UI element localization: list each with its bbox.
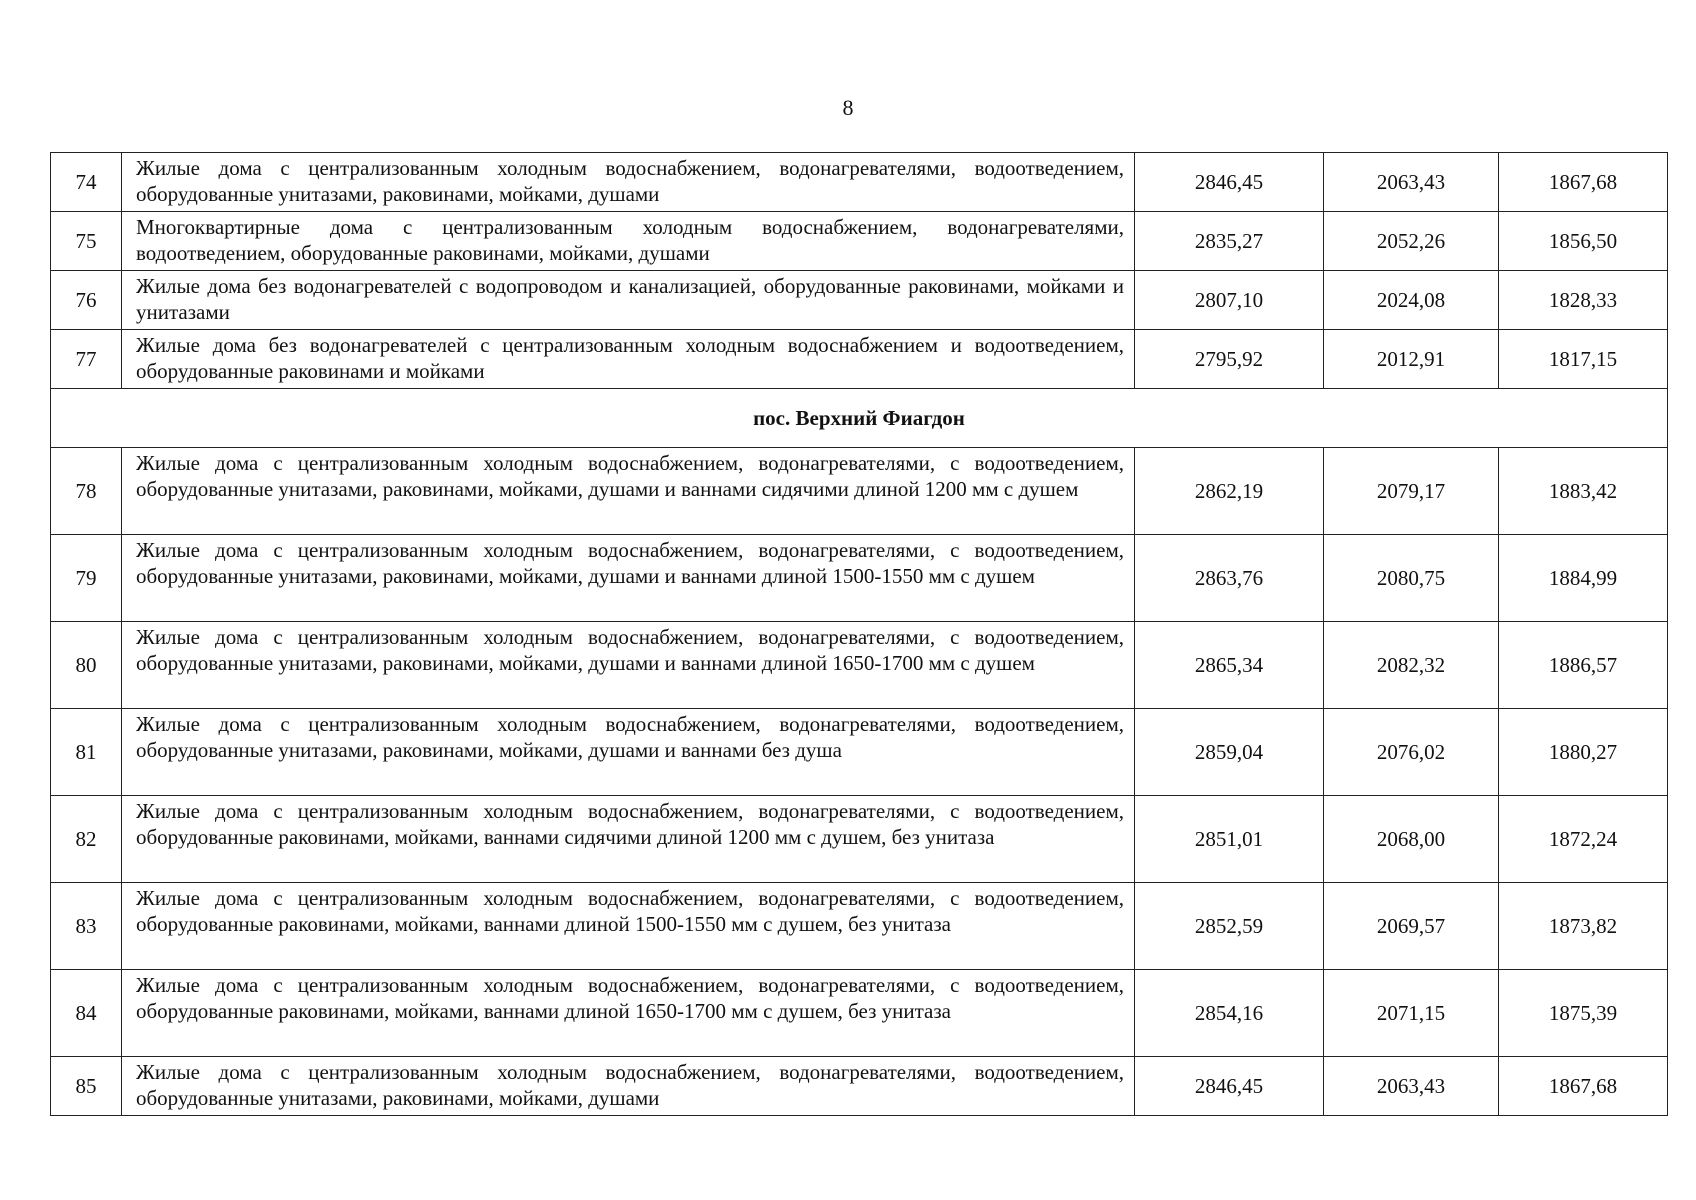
value-col-3: 1880,27	[1499, 709, 1668, 796]
value-col-3: 1817,15	[1499, 330, 1668, 389]
row-description: Жилые дома с централизованным холодным водоснабжением, водонагревателями, водоотведением, оборудованные унитазами, раковинами, мойками, душами и ваннами без душа	[122, 709, 1135, 796]
value-col-3: 1872,24	[1499, 796, 1668, 883]
table-row	[51, 271, 1668, 330]
value-col-3: 1856,50	[1499, 212, 1668, 271]
value-col-2: 2052,26	[1324, 212, 1499, 271]
value-col-2: 2079,17	[1324, 448, 1499, 535]
value-col-1: 2859,04	[1135, 709, 1324, 796]
row-description: Жилые дома с централизованным холодным водоснабжением, водонагревателями, с водоотведением, оборудованные унитазами, раковинами, мойками, душами и ваннами длиной 1650-1700 мм с душем	[122, 622, 1135, 709]
row-number: 79	[51, 535, 122, 622]
row-description: Жилые дома с централизованным холодным водоснабжением, водонагревателями, водоотведением, оборудованные унитазами, раковинами, мойками, душами	[122, 1057, 1135, 1116]
value-col-1: 2854,16	[1135, 970, 1324, 1057]
value-col-2: 2063,43	[1324, 1057, 1499, 1116]
value-col-1: 2795,92	[1135, 330, 1324, 389]
table-row	[51, 709, 1668, 796]
row-number: 82	[51, 796, 122, 883]
value-col-1: 2851,01	[1135, 796, 1324, 883]
value-col-1: 2865,34	[1135, 622, 1324, 709]
value-col-1: 2846,45	[1135, 153, 1324, 212]
table-row	[51, 212, 1668, 271]
row-description: Жилые дома с централизованным холодным водоснабжением, водонагревателями, с водоотведением, оборудованные унитазами, раковинами, мойками, душами и ваннами сидячими длиной 1200 мм с душем	[122, 448, 1135, 535]
row-number: 85	[51, 1057, 122, 1116]
row-description: Жилые дома с централизованным холодным водоснабжением, водонагревателями, с водоотведением, оборудованные раковинами, мойками, ваннами длиной 1500-1550 мм с душем, без унитаза	[122, 883, 1135, 970]
row-number: 81	[51, 709, 122, 796]
row-description: Жилые дома без водонагревателей с централизованным холодным водоснабжением и водоотведением, оборудованные раковинами и мойками	[122, 330, 1135, 389]
value-col-2: 2063,43	[1324, 153, 1499, 212]
value-col-3: 1828,33	[1499, 271, 1668, 330]
row-description: Жилые дома с централизованным холодным водоснабжением, водонагревателями, водоотведением, оборудованные унитазами, раковинами, мойками, душами	[122, 153, 1135, 212]
value-col-1: 2835,27	[1135, 212, 1324, 271]
table-row	[51, 796, 1668, 883]
row-description: Многоквартирные дома с централизованным холодным водоснабжением, водонагревателями, водоотведением, оборудованные раковинами, мойками, душами	[122, 212, 1135, 271]
row-number: 84	[51, 970, 122, 1057]
value-col-3: 1867,68	[1499, 153, 1668, 212]
value-col-2: 2082,32	[1324, 622, 1499, 709]
table-row	[51, 535, 1668, 622]
table-row	[51, 330, 1668, 389]
row-number: 77	[51, 330, 122, 389]
value-col-1: 2862,19	[1135, 448, 1324, 535]
value-col-3: 1873,82	[1499, 883, 1668, 970]
row-number: 75	[51, 212, 122, 271]
page-number: 8	[842, 95, 854, 120]
row-number: 74	[51, 153, 122, 212]
row-description: Жилые дома с централизованным холодным водоснабжением, водонагревателями, с водоотведением, оборудованные унитазами, раковинами, мойками, душами и ваннами длиной 1500-1550 мм с душем	[122, 535, 1135, 622]
table-row	[51, 970, 1668, 1057]
value-col-2: 2024,08	[1324, 271, 1499, 330]
row-number: 80	[51, 622, 122, 709]
section-title: пос. Верхний Фиагдон	[51, 389, 1668, 448]
value-col-2: 2068,00	[1324, 796, 1499, 883]
row-description: Жилые дома с централизованным холодным водоснабжением, водонагревателями, с водоотведением, оборудованные раковинами, мойками, ваннами сидячими длиной 1200 мм с душем, без унитаза	[122, 796, 1135, 883]
value-col-3: 1875,39	[1499, 970, 1668, 1057]
row-description: Жилые дома с централизованным холодным водоснабжением, водонагревателями, с водоотведением, оборудованные раковинами, мойками, ваннами длиной 1650-1700 мм с душем, без унитаза	[122, 970, 1135, 1057]
row-number: 76	[51, 271, 122, 330]
section-header-row	[51, 389, 1668, 448]
value-col-2: 2076,02	[1324, 709, 1499, 796]
table-row	[51, 153, 1668, 212]
value-col-1: 2807,10	[1135, 271, 1324, 330]
value-col-1: 2863,76	[1135, 535, 1324, 622]
value-col-3: 1883,42	[1499, 448, 1668, 535]
table-row	[51, 883, 1668, 970]
table-row	[51, 1057, 1668, 1116]
value-col-1: 2846,45	[1135, 1057, 1324, 1116]
value-col-3: 1867,68	[1499, 1057, 1668, 1116]
value-col-1: 2852,59	[1135, 883, 1324, 970]
row-description: Жилые дома без водонагревателей с водопроводом и канализацией, оборудованные раковинами, мойками и унитазами	[122, 271, 1135, 330]
value-col-2: 2080,75	[1324, 535, 1499, 622]
value-col-2: 2071,15	[1324, 970, 1499, 1057]
row-number: 78	[51, 448, 122, 535]
table-row	[51, 622, 1668, 709]
tariff-table	[50, 152, 1668, 1116]
value-col-3: 1884,99	[1499, 535, 1668, 622]
value-col-3: 1886,57	[1499, 622, 1668, 709]
value-col-2: 2069,57	[1324, 883, 1499, 970]
row-number: 83	[51, 883, 122, 970]
table-row	[51, 448, 1668, 535]
value-col-2: 2012,91	[1324, 330, 1499, 389]
